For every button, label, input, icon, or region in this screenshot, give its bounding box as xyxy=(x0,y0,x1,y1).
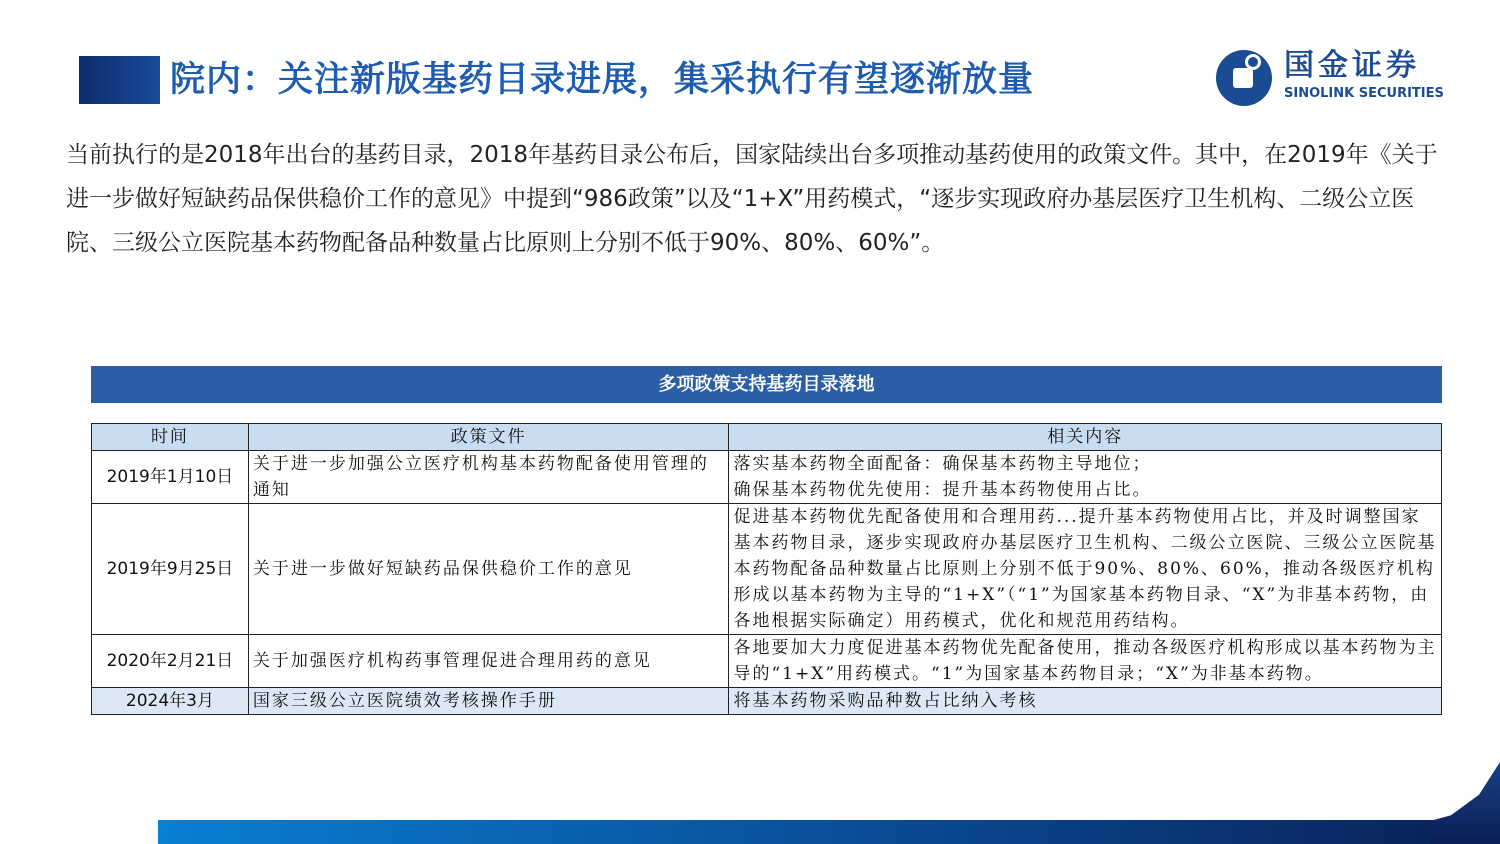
footer-curve xyxy=(1430,762,1500,844)
header-content: 相关内容 xyxy=(729,424,1442,451)
logo-cn: 国金证券 xyxy=(1284,48,1420,83)
cell-doc: 关于进一步做好短缺药品保供稳价工作的意见 xyxy=(248,504,729,635)
sinolink-logo xyxy=(1216,48,1466,108)
table-row xyxy=(92,451,1442,504)
cell-date: 2019年9月25日 xyxy=(92,504,249,635)
cell-content: 落实基本药物全面配备：确保基本药物主导地位； 确保基本药物优先使用：提升基本药物使用占比。 xyxy=(729,451,1442,504)
policy-table xyxy=(91,423,1442,715)
table-row xyxy=(92,504,1442,635)
table-title: 多项政策支持基药目录落地 xyxy=(91,366,1442,403)
header-doc: 政策文件 xyxy=(248,424,729,451)
body-paragraph: 当前执行的是2018年出台的基药目录，2018年基药目录公布后，国家陆续出台多项推动基药使用的政策文件。其中，在2019年《关于进一步做好短缺药品保供稳价工作的意见》中提到“986政策”以及“1+X”用药模式，“逐步实现政府办基层医疗卫生机构、二级公立医院、三级公立医院基本药物配备品种数量占比原则上分别不低于90%、80%、60%”。 xyxy=(66,142,1438,256)
logo-en: SINOLINK SECURITIES xyxy=(1284,86,1444,101)
table-row xyxy=(92,688,1442,715)
table-row xyxy=(92,635,1442,688)
cell-date: 2020年2月21日 xyxy=(92,635,249,688)
cell-doc: 国家三级公立医院绩效考核操作手册 xyxy=(248,688,729,715)
header-date: 时间 xyxy=(92,424,249,451)
title-accent-block xyxy=(79,56,160,104)
page-title: 院内：关注新版基药目录进展，集采执行有望逐渐放量 xyxy=(170,60,1035,100)
cell-content: 促进基本药物优先配备使用和合理用药...提升基本药物使用占比，并及时调整国家基本药物目录，逐步实现政府办基层医疗卫生机构、二级公立医院、三级公立医院基本药物配备品种数量占比原则上分别不低于90%、80%、60%，推动各级医疗机构形成以基本药物为主导的“1+X”（“1”为国家基本药物目录、“X”为非基本药物，由各地根据实际确定）用药模式，优化和规范用药结构。 xyxy=(729,504,1442,635)
cell-content: 将基本药物采购品种数占比纳入考核 xyxy=(729,688,1442,715)
cell-doc: 关于加强医疗机构药事管理促进合理用药的意见 xyxy=(248,635,729,688)
table-header-row xyxy=(92,424,1442,451)
cell-doc: 关于进一步加强公立医疗机构基本药物配备使用管理的通知 xyxy=(248,451,729,504)
footer-band xyxy=(158,820,1500,844)
cell-date: 2019年1月10日 xyxy=(92,451,249,504)
cell-content: 各地要加大力度促进基本药物优先配备使用，推动各级医疗机构形成以基本药物为主导的“1+X”用药模式。“1”为国家基本药物目录；“X”为非基本药物。 xyxy=(729,635,1442,688)
cell-date: 2024年3月 xyxy=(92,688,249,715)
